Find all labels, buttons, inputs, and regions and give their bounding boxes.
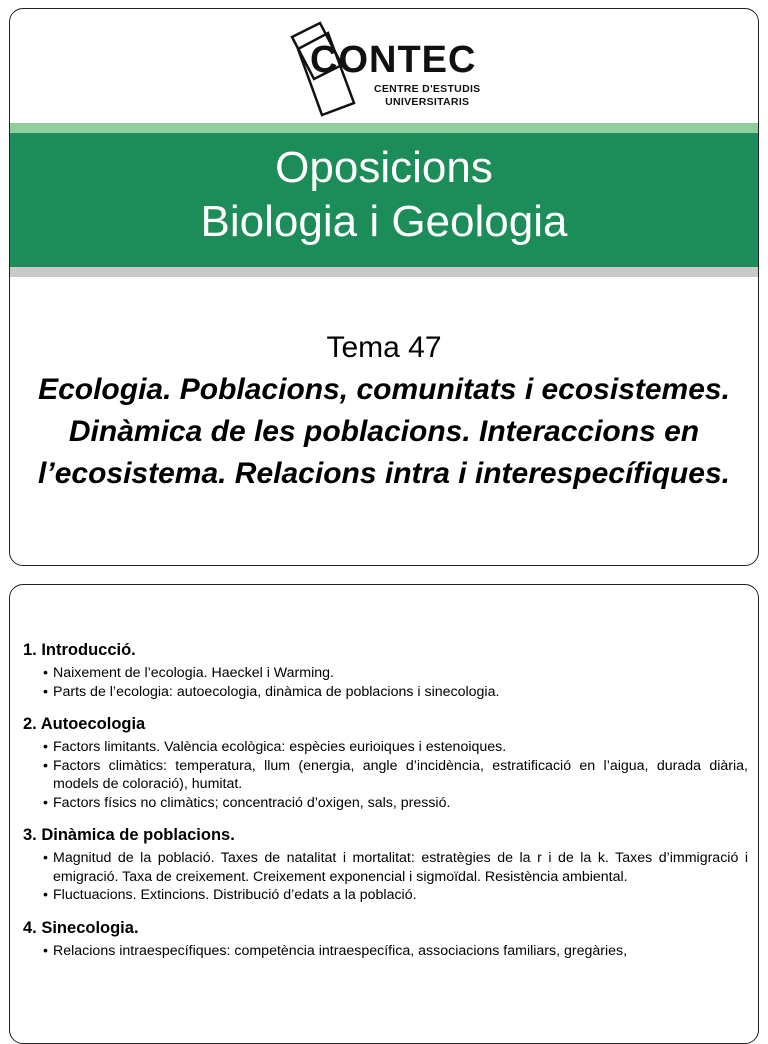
cover-card xyxy=(9,8,759,566)
index-section xyxy=(23,826,748,905)
index-section xyxy=(23,641,748,701)
banner-top-stripe xyxy=(10,123,758,133)
title-banner xyxy=(10,133,758,267)
bullet-dot-icon: • xyxy=(43,665,48,681)
logo-wordmark: CONTEC xyxy=(310,39,477,81)
banner-bottom-stripe xyxy=(10,267,758,277)
bullet-text: Naixement de l’ecologia. Haeckel i Warming. xyxy=(53,665,334,681)
index-section xyxy=(23,715,748,812)
topic-title: Ecologia. Poblacions, comunitats i ecosistemes. Dinàmica de les poblacions. Interaccions en l’ecosistema. Relacions intra i interespecífiques. xyxy=(38,373,730,490)
bullet-dot-icon: • xyxy=(43,850,48,866)
bullet-text: Relacions intraespecífiques: competència intraespecífica, associacions familiars, gregàries, xyxy=(53,942,628,959)
bullet-text: Parts de l’ecologia: autoecologia, dinàmica de poblacions i sinecologia. xyxy=(53,683,500,700)
topic-number: Tema 47 xyxy=(326,331,442,364)
section-heading: 1. Introducció. xyxy=(23,641,136,659)
bullet-dot-icon: • xyxy=(43,739,48,755)
index-section xyxy=(23,919,748,961)
contec-logo xyxy=(280,15,510,119)
section-heading: 3. Dinàmica de poblacions. xyxy=(23,826,235,844)
banner-line-1: Oposicions xyxy=(275,143,493,192)
section-bullet xyxy=(23,886,748,905)
section-bullet xyxy=(23,757,748,794)
index-card xyxy=(9,584,759,1044)
bullet-text: Magnitud de la població. Taxes de natalitat i mortalitat: estratègies de la r i de la k. Taxes d’immigració i emigració. Taxa de creixement. Creixement exponencial i sigmoïdal. Resistència ambiental. xyxy=(53,850,748,885)
bullet-dot-icon: • xyxy=(43,757,48,774)
logo-subtitle: CENTRE D'ESTUDIS UNIVERSITARIS xyxy=(374,83,481,108)
section-bullet xyxy=(23,683,748,702)
banner-line-2: Biologia i Geologia xyxy=(200,197,568,246)
bullet-text: Fluctuacions. Extincions. Distribució d’edats a la població. xyxy=(53,887,417,903)
bullet-text: Factors limitants. València ecològica: espècies eurioiques i estenoiques. xyxy=(53,739,507,755)
bullet-text: Factors físics no climàtics; concentració d’oxigen, sals, pressió. xyxy=(53,794,451,811)
section-bullet xyxy=(23,664,748,683)
bullet-text: Factors climàtics: temperatura, llum (energia, angle d’incidència, estratificació en l’aigua, durada diària, models de coloració), humitat. xyxy=(53,757,748,792)
section-heading: 2. Autoecologia xyxy=(23,715,146,733)
section-bullet xyxy=(23,794,748,813)
bullet-dot-icon: • xyxy=(43,887,48,903)
bullet-dot-icon: • xyxy=(43,683,48,700)
bullet-dot-icon: • xyxy=(43,794,48,811)
section-heading: 4. Sinecologia. xyxy=(23,918,139,937)
topic-index xyxy=(23,641,748,974)
section-bullet xyxy=(23,942,748,961)
section-bullet xyxy=(23,738,748,757)
section-bullet xyxy=(23,849,748,886)
bullet-dot-icon: • xyxy=(43,942,48,959)
